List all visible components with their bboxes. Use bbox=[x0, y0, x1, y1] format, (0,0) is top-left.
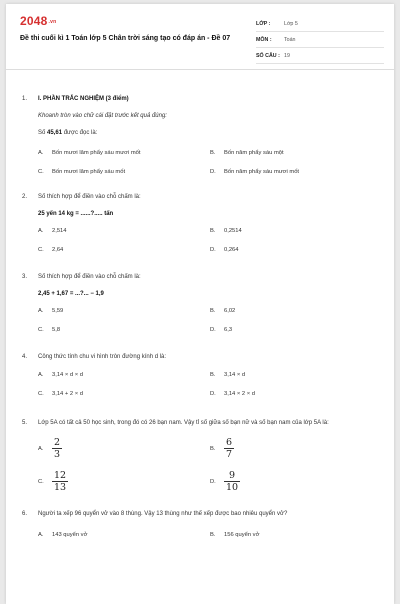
option-text: 143 quyển vở bbox=[52, 532, 88, 538]
question-text: Số thích hợp để điền vào chỗ chấm là: bbox=[38, 194, 141, 200]
meta-key: MÔN : bbox=[256, 36, 272, 43]
option-text: 3,14 × d bbox=[224, 372, 246, 378]
option-d[interactable] bbox=[210, 470, 380, 493]
option-d[interactable] bbox=[210, 246, 380, 254]
option-a[interactable] bbox=[38, 371, 210, 379]
option-a[interactable] bbox=[38, 531, 210, 539]
option-text: 0,264 bbox=[224, 247, 239, 253]
option-text: Bốn năm phẩy sáu mươi mốt bbox=[224, 169, 300, 175]
fraction bbox=[224, 470, 240, 493]
option-letter: B. bbox=[210, 372, 216, 378]
question-2 bbox=[20, 192, 380, 254]
option-text: 3,14 × 2 × d bbox=[224, 391, 255, 397]
option-b[interactable] bbox=[210, 149, 380, 157]
option-letter: D. bbox=[210, 327, 216, 333]
document-meta bbox=[256, 16, 384, 64]
option-d[interactable] bbox=[210, 390, 380, 398]
answer-options bbox=[38, 227, 380, 254]
question-5 bbox=[20, 418, 380, 493]
option-letter: C. bbox=[38, 169, 44, 175]
option-d[interactable] bbox=[210, 326, 380, 334]
option-letter: D. bbox=[210, 478, 216, 485]
option-letter: B. bbox=[210, 228, 216, 234]
option-letter: A. bbox=[38, 372, 44, 378]
option-c[interactable] bbox=[38, 326, 210, 334]
option-c[interactable] bbox=[38, 168, 210, 176]
meta-value: Toán bbox=[284, 36, 296, 43]
option-b[interactable] bbox=[210, 371, 380, 379]
question-number: 1. bbox=[22, 96, 28, 102]
question-number: 4. bbox=[22, 354, 28, 360]
fraction bbox=[224, 437, 234, 460]
question-text: Lớp 5A có tất cả 50 học sinh, trong đó có 26 bạn nam. Vậy tỉ số giữa số bạn nữ và số bạn nam của lớp 5A là: bbox=[38, 420, 329, 426]
option-c[interactable] bbox=[38, 470, 210, 493]
option-c[interactable] bbox=[38, 246, 210, 254]
logo-suffix: .vn bbox=[48, 18, 57, 25]
option-letter: A. bbox=[38, 532, 44, 538]
option-letter: C. bbox=[38, 247, 44, 253]
logo-text: 2048 bbox=[20, 14, 48, 28]
option-letter: D. bbox=[210, 169, 216, 175]
question-4 bbox=[20, 352, 380, 398]
option-b[interactable] bbox=[210, 307, 380, 315]
question-text: Công thức tính chu vi hình tròn đường kính d là: bbox=[38, 354, 167, 360]
fraction-numerator: 2 bbox=[54, 437, 61, 448]
option-a[interactable] bbox=[38, 437, 210, 460]
option-letter: B. bbox=[210, 445, 216, 452]
question-number: 6. bbox=[22, 511, 28, 517]
fraction-denominator: 10 bbox=[226, 482, 239, 493]
fraction bbox=[52, 470, 68, 493]
option-letter: A. bbox=[38, 150, 44, 156]
option-letter: B. bbox=[210, 308, 216, 314]
question-expression: 25 yến 14 kg = ......?..... tấn bbox=[38, 211, 114, 217]
answer-options bbox=[38, 531, 380, 539]
fraction-denominator: 3 bbox=[54, 449, 61, 460]
meta-value: 19 bbox=[284, 52, 290, 59]
meta-key: LỚP : bbox=[256, 20, 271, 27]
site-logo[interactable] bbox=[20, 14, 56, 28]
document-content bbox=[6, 70, 394, 539]
question-text: Người ta xếp 96 quyển vở vào 8 thùng. Vậy 13 thùng như thế xếp được bao nhiêu quyển vở? bbox=[38, 511, 288, 517]
question-expression: 2,45 + 1,67 = ...?... − 1,9 bbox=[38, 291, 104, 297]
option-letter: A. bbox=[38, 228, 44, 234]
option-text: 5,8 bbox=[52, 327, 61, 333]
option-text: 3,14 × d × d bbox=[52, 372, 83, 378]
option-letter: C. bbox=[38, 478, 44, 485]
question-6 bbox=[20, 509, 380, 539]
question-number: 2. bbox=[22, 194, 28, 200]
document-header bbox=[6, 4, 394, 70]
option-letter: C. bbox=[38, 391, 44, 397]
answer-options bbox=[38, 371, 380, 398]
answer-options bbox=[38, 149, 380, 176]
fraction-numerator: 9 bbox=[229, 470, 236, 481]
question-3 bbox=[20, 272, 380, 334]
option-text: 6,3 bbox=[224, 327, 233, 333]
meta-value: Lớp 5 bbox=[284, 20, 298, 27]
meta-row-grade bbox=[256, 16, 384, 32]
option-b[interactable] bbox=[210, 531, 380, 539]
answer-options bbox=[38, 437, 380, 493]
fraction bbox=[52, 437, 62, 460]
question-text: Số thích hợp để điền vào chỗ chấm là: bbox=[38, 274, 141, 280]
fraction-denominator: 13 bbox=[54, 482, 67, 493]
option-letter: B. bbox=[210, 150, 216, 156]
question-number: 5. bbox=[22, 420, 28, 426]
option-text: 2,64 bbox=[52, 247, 64, 253]
instruction-text: Khoanh tròn vào chữ cái đặt trước kết quả đúng: bbox=[38, 113, 167, 119]
option-d[interactable] bbox=[210, 168, 380, 176]
option-a[interactable] bbox=[38, 149, 210, 157]
meta-key: SỐ CÂU : bbox=[256, 52, 280, 59]
option-letter: D. bbox=[210, 247, 216, 253]
question-number: 3. bbox=[22, 274, 28, 280]
option-b[interactable] bbox=[210, 437, 380, 460]
option-text: 5,59 bbox=[52, 308, 64, 314]
option-text: 2,514 bbox=[52, 228, 67, 234]
option-text: 156 quyển vở bbox=[224, 532, 260, 538]
fraction-numerator: 6 bbox=[226, 437, 233, 448]
meta-row-subject bbox=[256, 32, 384, 48]
option-letter: B. bbox=[210, 532, 216, 538]
option-text: 6,02 bbox=[224, 308, 236, 314]
answer-options bbox=[38, 307, 380, 334]
option-letter: A. bbox=[38, 445, 44, 452]
option-b[interactable] bbox=[210, 227, 380, 235]
option-a[interactable] bbox=[38, 227, 210, 235]
meta-row-count bbox=[256, 48, 384, 64]
question-prompt bbox=[38, 128, 380, 138]
option-text: 0,2514 bbox=[224, 228, 242, 234]
section-title: I. PHẦN TRẮC NGHIỆM (3 điểm) bbox=[38, 96, 129, 102]
option-text: Bốn mươi lăm phẩy sáu mốt bbox=[52, 169, 126, 175]
fraction-denominator: 7 bbox=[226, 449, 233, 460]
option-text: 3,14 + 2 × d bbox=[52, 391, 83, 397]
document-page bbox=[6, 4, 394, 604]
prompt-pre: Số bbox=[38, 130, 48, 136]
question-1 bbox=[20, 94, 380, 176]
option-letter: A. bbox=[38, 308, 44, 314]
prompt-number: 45,61 bbox=[47, 130, 63, 136]
fraction-numerator: 12 bbox=[54, 470, 67, 481]
option-text: Bốn mươi lăm phẩy sáu mươi mốt bbox=[52, 150, 141, 156]
prompt-post: được đọc là: bbox=[62, 130, 98, 136]
option-letter: D. bbox=[210, 391, 216, 397]
option-letter: C. bbox=[38, 327, 44, 333]
document-title: Đề thi cuối kì 1 Toán lớp 5 Chân trời sáng tạo có đáp án - Đề 07 bbox=[20, 35, 231, 42]
option-c[interactable] bbox=[38, 390, 210, 398]
option-a[interactable] bbox=[38, 307, 210, 315]
option-text: Bốn năm phẩy sáu một bbox=[224, 150, 284, 156]
